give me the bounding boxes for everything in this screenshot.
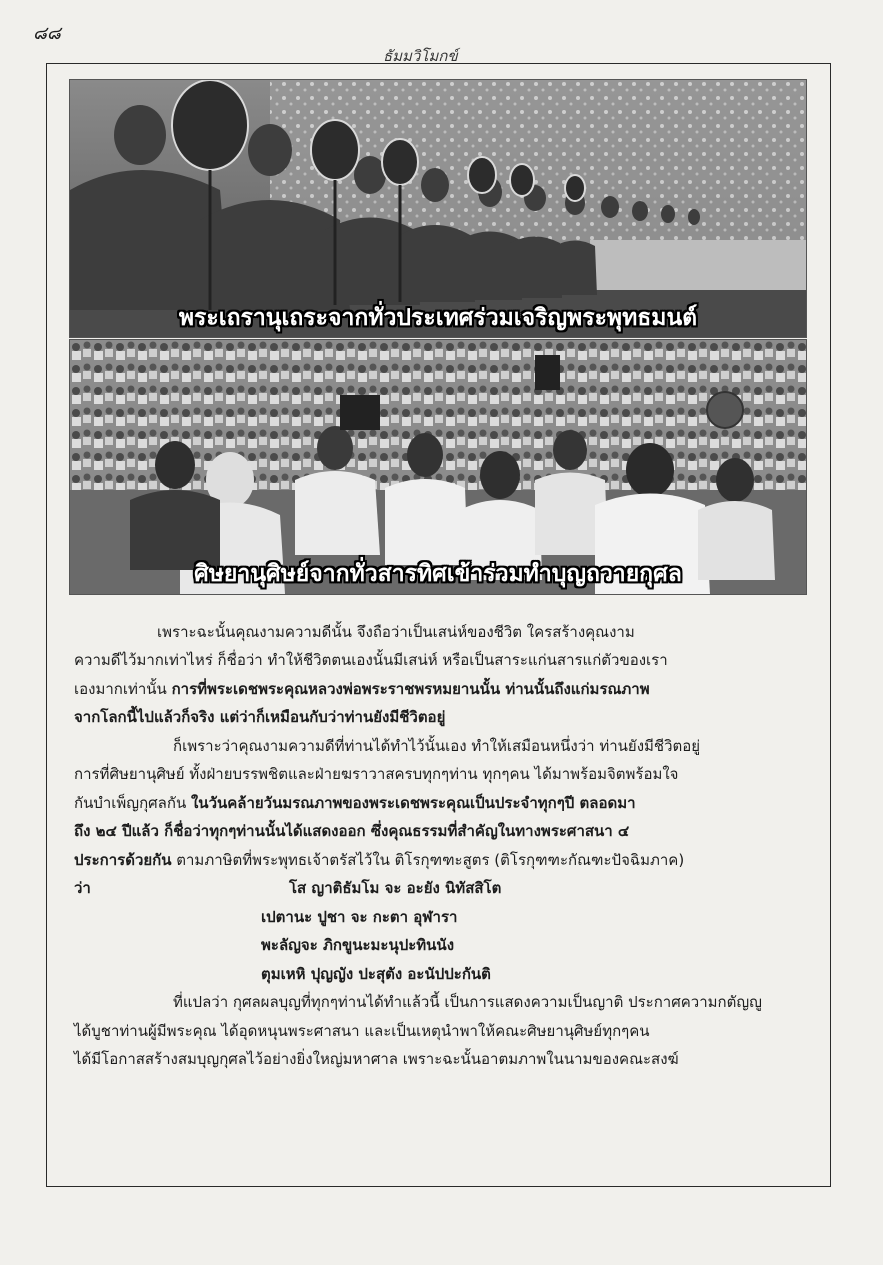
body-line-3 bbox=[74, 679, 650, 699]
page-number: ๘๘ bbox=[33, 23, 61, 44]
body-line-7-bold: ในวันคล้ายวันมรณภาพของพระเดชพระคุณเป็นประจำทุกๆปี ตลอดมา bbox=[190, 794, 636, 812]
body-line-2: ความดีไว้มากเท่าไหร่ ก็ชื่อว่า ทำให้ชีวิตตนเองนั้นมีเสน่ห์ หรือเป็นสาระแก่นสารแก่ตัวของเรา bbox=[74, 651, 668, 669]
photo-monks-chanting bbox=[69, 79, 807, 338]
body-line-12: ได้บูชาท่านผู้มีพระคุณ ได้อุดหนุนพระศาสนา และเป็นเหตุนำพาให้คณะศิษยานุศิษย์ทุกๆคน bbox=[74, 1022, 650, 1040]
body-line-13: ได้มีโอกาสสร้างสมบุญกุศลไว้อย่างยิ่งใหญ่มหาศาล เพราะฉะนั้นอาตมภาพในนามของคณะสงฆ์ bbox=[74, 1050, 679, 1068]
body-line-7-plain: กันบำเพ็ญกุศลกัน bbox=[74, 794, 191, 812]
body-line-5: ก็เพราะว่าคุณงามความดีที่ท่านได้ทำไว้นั้นเอง ทำให้เสมือนหนึ่งว่า ท่านยังมีชีวิตอยู่ bbox=[173, 737, 701, 755]
body-line-3-plain: เองมากเท่านั้น bbox=[74, 680, 172, 698]
monks-photo-illustration bbox=[70, 80, 806, 337]
photo-lay-followers bbox=[69, 339, 807, 595]
body-line-6: การที่ศิษยานุศิษย์ ทั้งฝ่ายบรรพชิตและฝ่ายฆราวาสครบทุกๆท่าน ทุกๆคน ได้มาพร้อมจิตพร้อมใจ bbox=[74, 765, 679, 783]
verse-line-2: เปตานะ ปูชา จะ กะตา อุฬารา bbox=[261, 908, 458, 926]
body-line-8: ถึง ๒๔ ปีแล้ว ก็ชื่อว่าทุกๆท่านนั้นได้แสดงออก ซึ่งคุณธรรมที่สำคัญในทางพระศาสนา ๔ bbox=[74, 822, 630, 840]
photo-caption-followers: ศิษยานุศิษย์จากทั่วสารทิศเข้าร่วมทำบุญถวายกุศล bbox=[194, 561, 682, 587]
verse-line-4: ตุมเหหิ ปุญญัง ปะสุตัง อะนัปปะกันติ bbox=[261, 965, 491, 983]
body-line-7 bbox=[74, 793, 636, 813]
verse-line-3: พะลัญจะ ภิกขูนะมะนุปะทินนัง bbox=[261, 936, 455, 954]
body-line-10: ว่า bbox=[74, 879, 91, 897]
body-line-9-plain: ตามภาษิตที่พระพุทธเจ้าตรัสไว้ใน ติโรกุฑฑะสูตร (ติโรกุฑฑะกัณฑะปัจฉิมภาค) bbox=[171, 851, 685, 869]
body-line-4: จากโลกนี้ไปแล้วก็จริง แต่ว่าก็เหมือนกับว่าท่านยังมีชีวิตอยู่ bbox=[74, 708, 446, 726]
photo-caption-monks: พระเถรานุเถระจากทั่วประเทศร่วมเจริญพระพุทธมนต์ bbox=[178, 305, 698, 331]
body-line-11: ที่แปลว่า กุศลผลบุญที่ทุกๆท่านได้ทำแล้วนี้ เป็นการแสดงความเป็นญาติ ประกาศความกตัญญู bbox=[173, 993, 762, 1011]
body-line-9 bbox=[74, 850, 684, 870]
book-title: ธัมมวิโมกข์ bbox=[383, 47, 458, 65]
body-line-9-bold: ประการด้วยกัน bbox=[74, 851, 172, 869]
verse-line-1: โส ญาติธัมโม จะ อะยัง นิทัสสิโต bbox=[289, 879, 502, 897]
body-line-1: เพราะฉะนั้นคุณงามความดีนั้น จึงถือว่าเป็นเสน่ห์ของชีวิต ใครสร้างคุณงาม bbox=[157, 623, 635, 641]
body-line-3-bold: การที่พระเดชพระคุณหลวงพ่อพระราชพรหมยานนั้น ท่านนั้นถึงแก่มรณภาพ bbox=[171, 680, 650, 698]
